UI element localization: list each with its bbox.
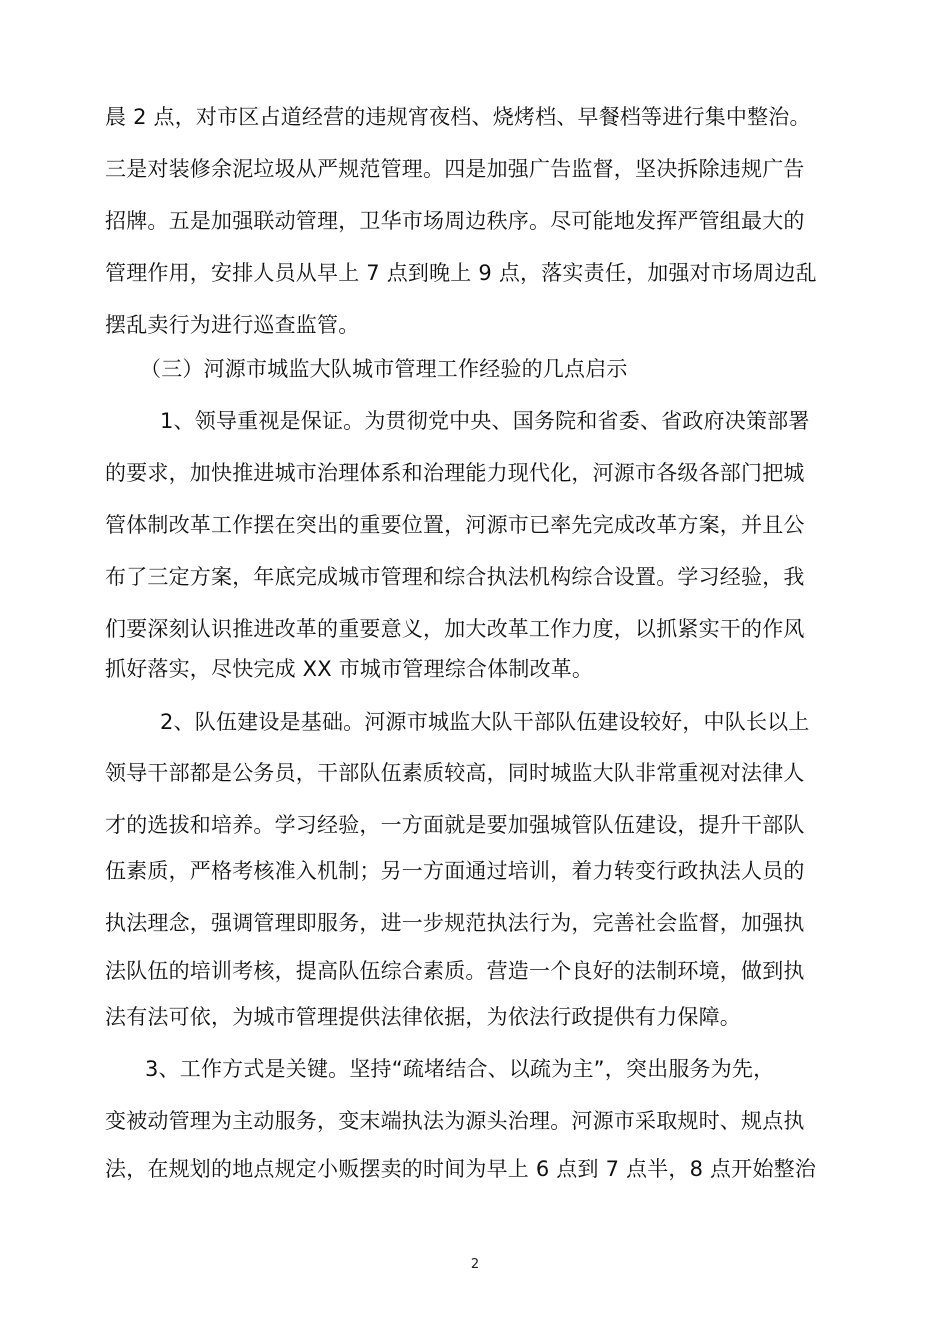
paragraph-line: 执法理念，强调管理即服务，进一步规范执法行为，完善社会监督，加强执 <box>105 911 805 935</box>
paragraph-line: 招牌。五是加强联动管理，卫华市场周边秩序。尽可能地发挥严管组最大的 <box>105 209 805 233</box>
paragraph-line: 管体制改革工作摆在突出的重要位置，河源市已率先完成改革方案，并且公 <box>105 513 805 537</box>
paragraph-line: 2、队伍建设是基础。河源市城监大队干部队伍建设较好，中队长以上 <box>160 710 810 734</box>
paragraph-line: 布了三定方案，年底完成城市管理和综合执法机构综合设置。学习经验，我 <box>105 565 805 589</box>
paragraph-line: 1、领导重视是保证。为贯彻党中央、国务院和省委、省政府决策部署 <box>160 409 810 433</box>
paragraph-line: 晨 2 点，对市区占道经营的违规宵夜档、烧烤档、早餐档等进行集中整治。 <box>105 105 811 129</box>
paragraph-line: 的要求，加快推进城市治理体系和治理能力现代化，河源市各级各部门把城 <box>105 461 805 485</box>
paragraph-line: 3、工作方式是关键。坚持“疏堵结合、以疏为主”，突出服务为先， <box>145 1057 775 1081</box>
paragraph-line: 伍素质，严格考核准入机制；另一方面通过培训，着力转变行政执法人员的 <box>105 859 805 883</box>
paragraph-line: 法，在规划的地点规定小贩摆卖的时间为早上 6 点到 7 点半，8 点开始整治 <box>105 1157 817 1181</box>
paragraph-line: 才的选拔和培养。学习经验，一方面就是要加强城管队伍建设，提升干部队 <box>105 813 805 837</box>
paragraph-line: 摆乱卖行为进行巡查监管。 <box>105 313 360 337</box>
paragraph-line: 们要深刻认识推进改革的重要意义，加大改革工作力度，以抓紧实干的作风 <box>105 617 805 641</box>
paragraph-line: 变被动管理为主动服务，变末端执法为源头治理。河源市采取规时、规点执 <box>105 1109 805 1133</box>
paragraph-line: 法队伍的培训考核，提高队伍综合素质。营造一个良好的法制环境，做到执 <box>105 959 805 983</box>
paragraph-line: 法有法可依，为城市管理提供法律依据，为依法行政提供有力保障。 <box>105 1005 741 1029</box>
section-heading: （三）河源市城监大队城市管理工作经验的几点启示 <box>140 357 628 381</box>
paragraph-line: 管理作用，安排人员从早上 7 点到晚上 9 点，落实责任，加强对市场周边乱 <box>105 261 817 285</box>
paragraph-line: 三是对装修余泥垃圾从严规范管理。四是加强广告监督，坚决拆除违规广告 <box>105 157 805 181</box>
page-number: 2 <box>470 1257 480 1272</box>
paragraph-line: 领导干部都是公务员，干部队伍素质较高，同时城监大队非常重视对法律人 <box>105 761 805 785</box>
paragraph-line: 抓好落实，尽快完成 XX 市城市管理综合体制改革。 <box>105 657 594 681</box>
